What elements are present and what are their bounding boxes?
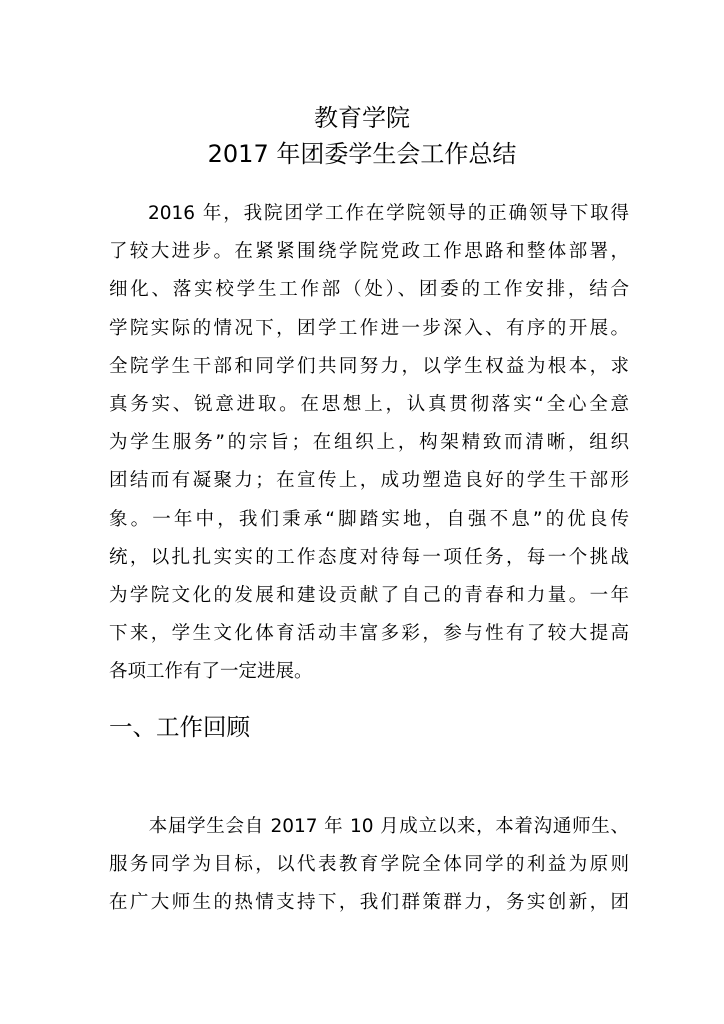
- paragraph-line: 在广大师生的热情支持下，我们群策群力，务实创新，团: [109, 892, 629, 914]
- section-heading: 一、工作回顾: [109, 713, 250, 741]
- review-paragraph: [109, 808, 629, 923]
- paragraph-line: 各项工作有了一定进展。: [109, 661, 313, 683]
- paragraph-line: 为学院文化的发展和建设贡献了自己的青春和力量。一年: [109, 584, 629, 606]
- paragraph-line: 真务实、锐意进取。在思想上，认真贯彻落实“全心全意: [109, 393, 629, 415]
- document-title: [0, 100, 724, 172]
- paragraph-line: 本届学生会自 2017 年 10 月成立以来，本着沟通师生、: [148, 816, 629, 837]
- paragraph-line: 团结而有凝聚力；在宣传上，成功塑造良好的学生干部形: [109, 470, 629, 492]
- paragraph-line: 了较大进步。在紧紧围绕学院党政工作思路和整体部署，: [109, 241, 629, 263]
- paragraph-line: 下来，学生文化体育活动丰富多彩，参与性有了较大提高: [109, 623, 629, 645]
- paragraph-line: 为学生服务”的宗旨；在组织上，构架精致而清晰，组织: [109, 432, 629, 454]
- paragraph-line: 2016 年，我院团学工作在学院领导的正确领导下取得: [148, 203, 629, 224]
- title-college: 教育学院: [314, 104, 410, 132]
- paragraph-line: 全院学生干部和同学们共同努力，以学生权益为根本，求: [109, 355, 629, 377]
- intro-paragraph: [109, 195, 629, 691]
- paragraph-line: 象。一年中，我们秉承“脚踏实地，自强不息”的优良传: [109, 508, 629, 530]
- paragraph-line: 细化、落实校学生工作部（处）、团委的工作安排，结合: [109, 279, 629, 301]
- title-report: 2017 年团委学生会工作总结: [207, 140, 517, 168]
- paragraph-line: 统，以扎扎实实的工作态度对待每一项任务，每一个挑战: [109, 546, 629, 568]
- paragraph-line: 服务同学为目标，以代表教育学院全体同学的利益为原则: [109, 854, 629, 876]
- paragraph-line: 学院实际的情况下，团学工作进一步深入、有序的开展。: [109, 317, 629, 339]
